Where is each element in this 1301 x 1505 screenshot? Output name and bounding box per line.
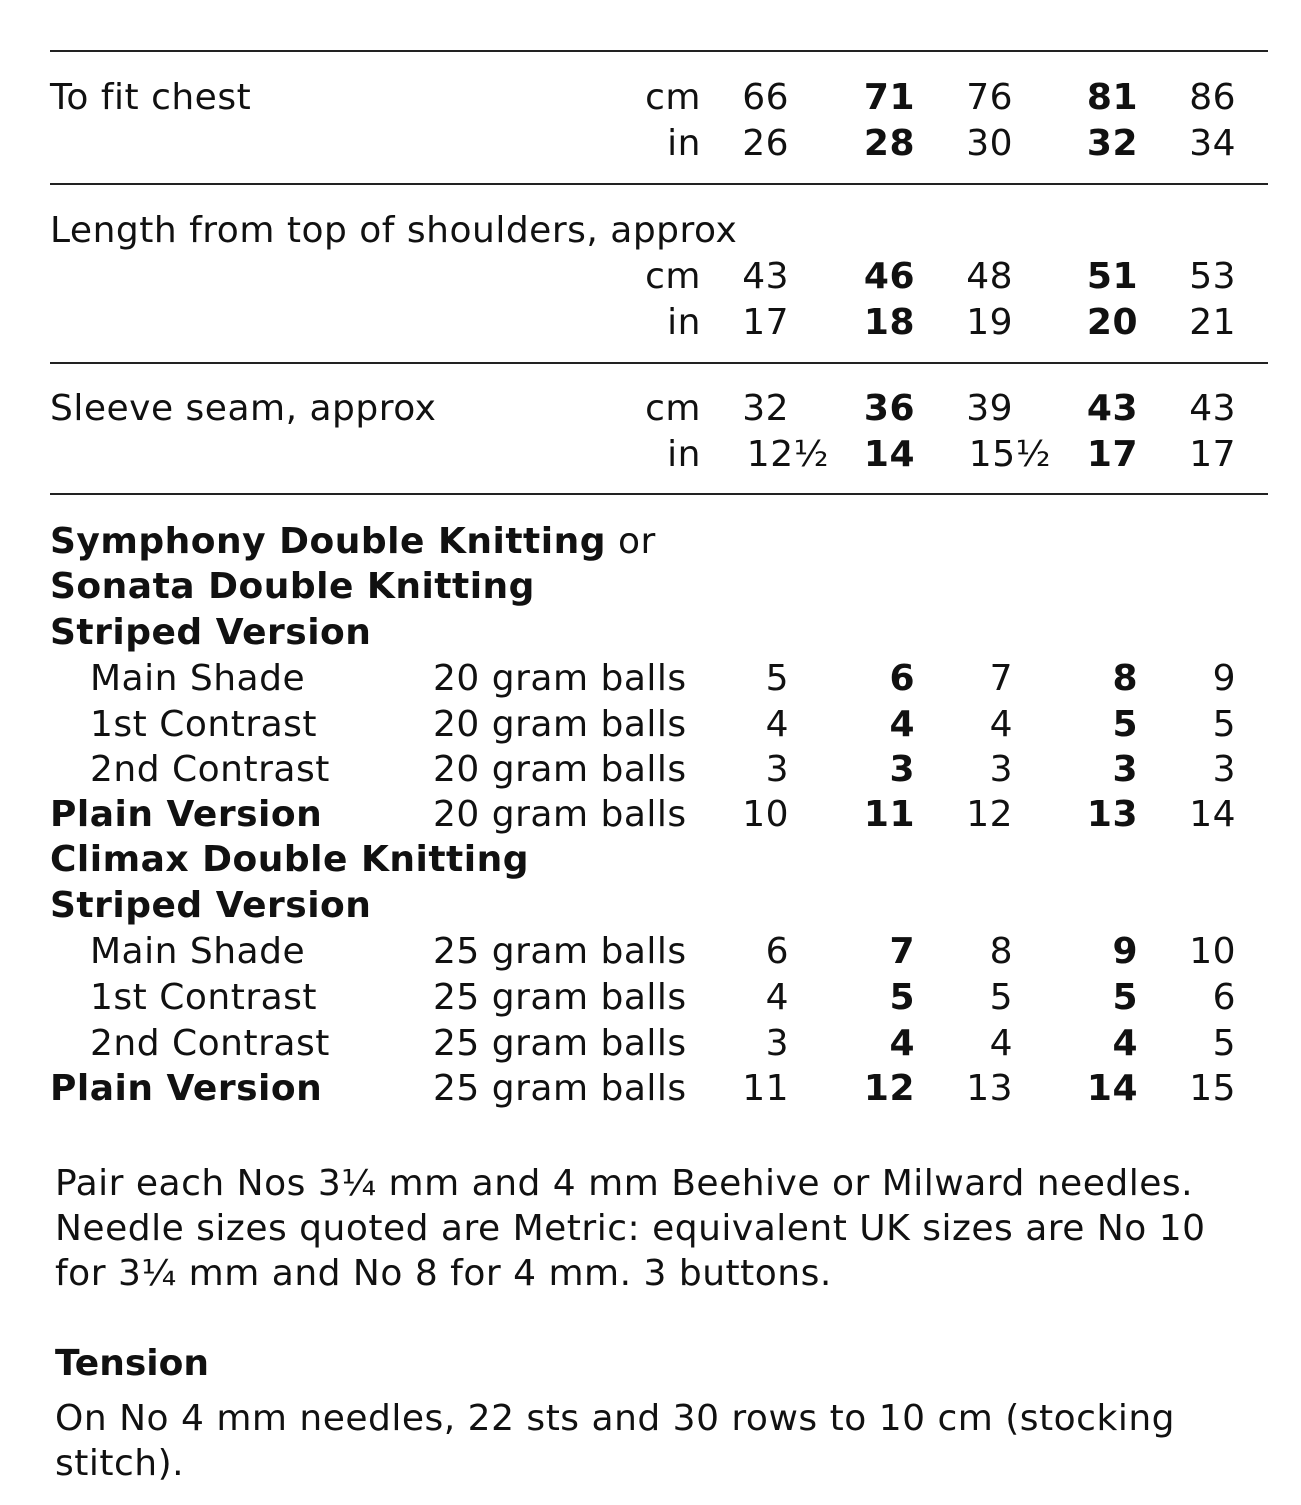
shade-label: Main Shade bbox=[90, 658, 306, 699]
tension-heading: Tension bbox=[55, 1343, 209, 1384]
ball-count: 3 bbox=[989, 749, 1013, 790]
size-value: 30 bbox=[966, 123, 1013, 164]
ball-count: 14 bbox=[1086, 1068, 1138, 1109]
ball-count: 4 bbox=[765, 704, 789, 745]
ball-count: 5 bbox=[1212, 1023, 1236, 1064]
sleeve-in-row bbox=[0, 432, 1301, 478]
length-label-row bbox=[0, 208, 1301, 254]
size-value: 86 bbox=[1189, 77, 1236, 118]
ball-weight: 20 gram balls bbox=[433, 658, 687, 699]
ball-count: 5 bbox=[889, 977, 915, 1018]
ball-count: 10 bbox=[1189, 931, 1236, 972]
ball-count: 5 bbox=[1112, 977, 1138, 1018]
size-value: 81 bbox=[1086, 77, 1138, 118]
size-value: 20 bbox=[1086, 302, 1138, 343]
yarn-row bbox=[0, 702, 1301, 748]
ball-weight: 20 gram balls bbox=[433, 794, 687, 835]
ball-count: 15 bbox=[1189, 1068, 1236, 1109]
ball-count: 9 bbox=[1112, 931, 1138, 972]
ball-count: 3 bbox=[765, 1023, 789, 1064]
ball-count: 5 bbox=[765, 658, 789, 699]
ball-count: 6 bbox=[889, 658, 915, 699]
needles-paragraph bbox=[55, 1161, 1285, 1296]
shade-label: 2nd Contrast bbox=[90, 1023, 330, 1064]
size-value: 34 bbox=[1189, 123, 1236, 164]
unit-label: cm bbox=[645, 256, 701, 297]
symphony-name: Symphony Double Knitting bbox=[50, 521, 606, 562]
sonata-row bbox=[0, 564, 1301, 610]
ball-count: 9 bbox=[1212, 658, 1236, 699]
ball-count: 13 bbox=[1086, 794, 1138, 835]
ball-weight: 25 gram balls bbox=[433, 931, 687, 972]
sleeve-label: Sleeve seam, approx bbox=[50, 388, 437, 429]
shade-label: 2nd Contrast bbox=[90, 749, 330, 790]
ball-weight: 25 gram balls bbox=[433, 1023, 687, 1064]
needles-line: Pair each Nos 3¼ mm and 4 mm Beehive or Milward needles. bbox=[55, 1163, 1194, 1204]
ball-count: 3 bbox=[1112, 749, 1138, 790]
shade-label: 1st Contrast bbox=[90, 977, 318, 1018]
shade-label: Main Shade bbox=[90, 931, 306, 972]
chest-in-row bbox=[0, 121, 1301, 167]
ball-count: 5 bbox=[989, 977, 1013, 1018]
ball-count: 7 bbox=[889, 931, 915, 972]
size-value: 26 bbox=[742, 123, 789, 164]
sleeve-cm-row bbox=[0, 386, 1301, 432]
size-value: 32 bbox=[1086, 123, 1138, 164]
ball-count: 4 bbox=[889, 1023, 915, 1064]
yarn-row bbox=[0, 929, 1301, 975]
size-value: 19 bbox=[966, 302, 1013, 343]
unit-label: cm bbox=[645, 388, 701, 429]
ball-count: 11 bbox=[742, 1068, 789, 1109]
size-value: 71 bbox=[863, 77, 915, 118]
size-value: 51 bbox=[1086, 256, 1138, 297]
striped-version-heading: Striped Version bbox=[50, 612, 372, 653]
sonata-name: Sonata Double Knitting bbox=[50, 566, 535, 607]
ball-count: 13 bbox=[966, 1068, 1013, 1109]
yarn-row bbox=[0, 1021, 1301, 1067]
size-value: 66 bbox=[742, 77, 789, 118]
ball-count: 4 bbox=[989, 704, 1013, 745]
size-value: 15½ bbox=[968, 434, 1051, 475]
divider-sleeve bbox=[50, 493, 1268, 495]
size-value: 17 bbox=[1086, 434, 1138, 475]
ball-count: 5 bbox=[1112, 704, 1138, 745]
ball-count: 14 bbox=[1189, 794, 1236, 835]
striped-version-heading: Striped Version bbox=[50, 885, 372, 926]
chest-cm-row bbox=[0, 75, 1301, 121]
ball-count: 6 bbox=[1212, 977, 1236, 1018]
size-value: 17 bbox=[742, 302, 789, 343]
size-value: 53 bbox=[1189, 256, 1236, 297]
ball-count: 12 bbox=[863, 1068, 915, 1109]
tension-paragraph bbox=[55, 1396, 1285, 1486]
ball-weight: 25 gram balls bbox=[433, 977, 687, 1018]
climax-name: Climax Double Knitting bbox=[50, 839, 529, 880]
plain-version-label: Plain Version bbox=[50, 1068, 323, 1109]
yarn-row bbox=[0, 747, 1301, 793]
size-value: 12½ bbox=[746, 434, 829, 475]
unit-label: in bbox=[667, 434, 701, 475]
size-value: 76 bbox=[966, 77, 1013, 118]
ball-weight: 20 gram balls bbox=[433, 749, 687, 790]
shade-label: 1st Contrast bbox=[90, 704, 318, 745]
ball-count: 3 bbox=[889, 749, 915, 790]
or-text: or bbox=[606, 521, 656, 562]
needles-line: for 3¼ mm and No 8 for 4 mm. 3 buttons. bbox=[55, 1253, 832, 1294]
size-value: 32 bbox=[742, 388, 789, 429]
unit-label: in bbox=[667, 302, 701, 343]
yarn-row-plain bbox=[0, 1066, 1301, 1112]
chest-label: To fit chest bbox=[50, 77, 252, 118]
ball-count: 3 bbox=[1212, 749, 1236, 790]
tension-line: On No 4 mm needles, 22 sts and 30 rows to 10 cm (stocking bbox=[55, 1398, 1175, 1439]
plain-version-label: Plain Version bbox=[50, 794, 323, 835]
ball-count: 4 bbox=[889, 704, 915, 745]
yarn-row bbox=[0, 975, 1301, 1021]
size-value: 43 bbox=[742, 256, 789, 297]
size-value: 18 bbox=[863, 302, 915, 343]
symphony-row bbox=[0, 519, 1301, 565]
size-value: 14 bbox=[863, 434, 915, 475]
size-value: 21 bbox=[1189, 302, 1236, 343]
ball-count: 7 bbox=[989, 658, 1013, 699]
size-value: 43 bbox=[1086, 388, 1138, 429]
ball-count: 11 bbox=[863, 794, 915, 835]
size-value: 39 bbox=[966, 388, 1013, 429]
length-cm-row bbox=[0, 254, 1301, 300]
size-value: 28 bbox=[863, 123, 915, 164]
needles-line: Needle sizes quoted are Metric: equivalent UK sizes are No 10 bbox=[55, 1208, 1206, 1249]
ball-count: 4 bbox=[989, 1023, 1013, 1064]
yarn-row bbox=[0, 656, 1301, 702]
ball-count: 3 bbox=[765, 749, 789, 790]
divider-top bbox=[50, 50, 1268, 52]
length-in-row bbox=[0, 300, 1301, 346]
yarn-row-plain bbox=[0, 792, 1301, 838]
ball-count: 10 bbox=[742, 794, 789, 835]
tension-line: stitch). bbox=[55, 1443, 185, 1484]
size-value: 43 bbox=[1189, 388, 1236, 429]
ball-count: 6 bbox=[765, 931, 789, 972]
ball-count: 8 bbox=[989, 931, 1013, 972]
divider-chest bbox=[50, 183, 1268, 185]
ball-count: 8 bbox=[1112, 658, 1138, 699]
size-value: 48 bbox=[966, 256, 1013, 297]
unit-label: in bbox=[667, 123, 701, 164]
ball-count: 5 bbox=[1212, 704, 1236, 745]
striped-heading-row bbox=[0, 883, 1301, 929]
striped-heading-row bbox=[0, 610, 1301, 656]
ball-weight: 25 gram balls bbox=[433, 1068, 687, 1109]
size-value: 36 bbox=[863, 388, 915, 429]
size-value: 46 bbox=[863, 256, 915, 297]
ball-count: 4 bbox=[1112, 1023, 1138, 1064]
length-label: Length from top of shoulders, approx bbox=[50, 210, 738, 251]
climax-row bbox=[0, 837, 1301, 883]
size-value: 17 bbox=[1189, 434, 1236, 475]
ball-count: 12 bbox=[966, 794, 1013, 835]
divider-length bbox=[50, 362, 1268, 364]
ball-count: 4 bbox=[765, 977, 789, 1018]
unit-label: cm bbox=[645, 77, 701, 118]
ball-weight: 20 gram balls bbox=[433, 704, 687, 745]
